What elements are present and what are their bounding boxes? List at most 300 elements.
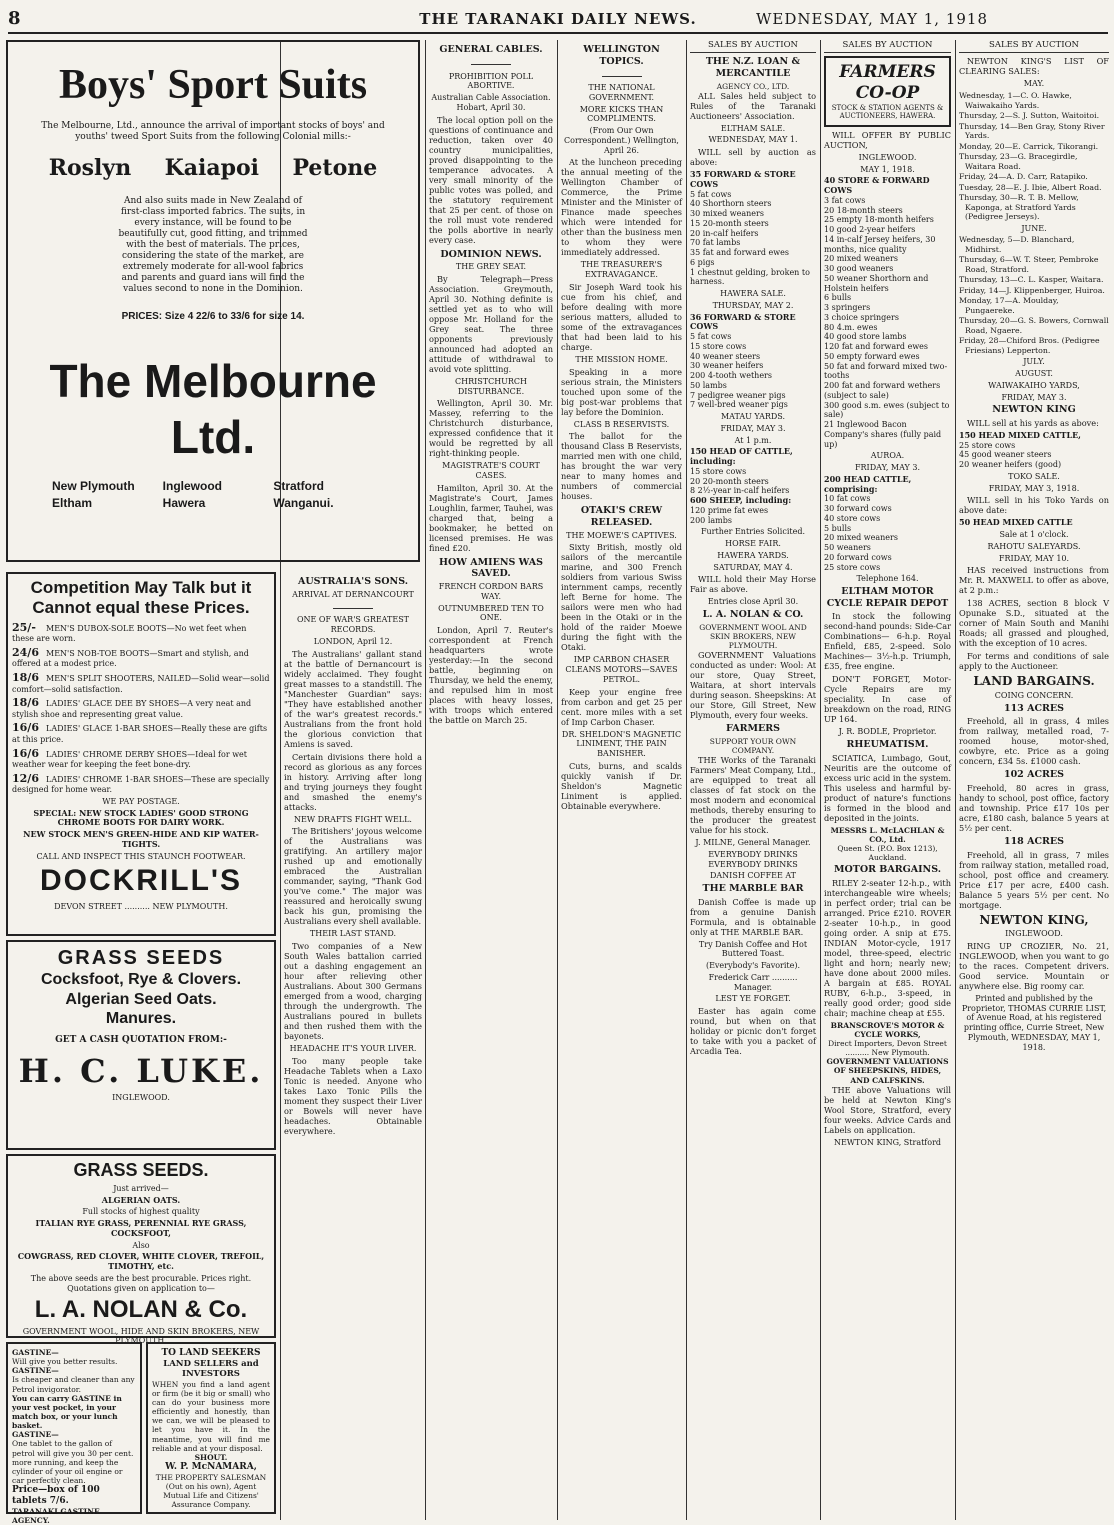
paragraph: WILL sell at his yards as above: xyxy=(967,417,1099,428)
subhead: LEST YE FORGET. xyxy=(715,994,791,1004)
acreage: 118 ACRES xyxy=(1003,835,1065,847)
sale-title: HORSE FAIR. xyxy=(725,539,781,549)
lot: 150 HEAD MIXED CATTLE, xyxy=(959,429,1081,440)
cables-column xyxy=(429,40,553,1516)
lot-item: 25 empty 18-month heifers xyxy=(824,215,934,225)
paragraph: HAS received instructions from Mr. R. MAXWELL to offer as above, at 2 p.m.: xyxy=(959,565,1109,596)
lot-item: 10 good 2-year heifers xyxy=(824,225,916,235)
wellington-column xyxy=(561,40,682,1516)
company-name: THE MARBLE BAR xyxy=(702,883,804,895)
subhead: DR. SHELDON'S MAGNETIC LINIMENT, THE PAIN BANISHER. xyxy=(561,729,682,759)
dockrill-address: DEVON STREET .......... NEW PLYMOUTH. xyxy=(54,901,228,911)
lot-item: 30 weaner heifers xyxy=(690,361,764,371)
paragraph: The local option poll on the questions of continuance and reduction, taken over 40 country municipalities, proved disappointing to the temperance advocates. A very small minority of the public votes was polled, and the statutory requirement that 25 per cent. of those on the roll must vote rendered the polls abortive in nearly every case. xyxy=(429,114,553,245)
paragraph: In stock the following second-hand pounds: Side-Car Combinations— 6-h.p. Royal Enfield, £85, 2-speed. Solo Machines— 3½-h.p. Triumph, £35, free engine. xyxy=(824,611,951,672)
page-number: 8 xyxy=(8,8,22,29)
company-sub: GOVERNMENT VALUATIONS OF SHEEPSKINS, HIDES, AND CALFSKINS. xyxy=(826,1057,949,1085)
subhead: THE GREY SEAT. xyxy=(455,262,527,272)
month: MAY. xyxy=(1023,79,1045,89)
subhead: CLASS B RESERVISTS. xyxy=(573,419,670,429)
acreage: 113 ACRES xyxy=(1003,702,1065,714)
sale-row: Thursday, 2—S. J. Sutton, Waitoitoi. xyxy=(959,111,1100,121)
luke-town: INGLEWOOD. xyxy=(112,1092,170,1102)
lot-item: 80 4.m. ewes xyxy=(824,322,878,332)
lot-item: 30 good weaners xyxy=(824,264,894,274)
paragraph: THE above Valuations will be held at Newton King's Wool Store, Stratford, every four weeks. Advice Cards and Labels on application. xyxy=(824,1084,951,1135)
sale-date: FRIDAY, MAY 3. xyxy=(720,423,786,433)
town: New Plymouth xyxy=(52,479,135,494)
lot: 600 SHEEP, including: xyxy=(690,495,792,506)
ls-name: W. P. McNAMARA, xyxy=(165,1461,257,1472)
paragraph: The Britishers' joyous welcome of the Australians was gratifying. An artillery major rushed up and emotionally embraced the Australian commander, saying, "Thank God you've come." The major was reassured and heroically swung back his gun, promising the Australians every shell available. xyxy=(284,826,422,927)
note: Sale at 1 o'clock. xyxy=(999,530,1069,540)
lot-item: 7 pedigree weaner pigs xyxy=(690,390,786,400)
sale-row: Thursday, 14—Ben Gray, Stony River Yards. xyxy=(959,121,1105,141)
dockrill-ad xyxy=(6,572,276,936)
sale-row: Thursday, 6—W. T. Steer, Pembroke Road, Stratford. xyxy=(959,255,1099,274)
paragraph: NEWTON KING'S LIST OF CLEARING SALES: xyxy=(959,56,1109,77)
ad-line: Try Danish Coffee and Hot Buttered Toast. xyxy=(698,939,808,959)
sale-title: INGLEWOOD. xyxy=(858,152,917,162)
town: Hawera xyxy=(162,495,206,510)
gastine-agency: TARANAKI GASTINE AGENCY. xyxy=(12,1507,100,1525)
company-sub: SUPPORT YOUR OWN COMPANY. xyxy=(709,736,797,755)
signature: NEWTON KING, Stratford xyxy=(833,1137,942,1147)
company-sub: GOVERNMENT WOOL AND SKIN BROKERS, NEW PLYMOUTH. xyxy=(699,622,807,651)
dateline: LONDON, April 12. xyxy=(313,636,393,646)
price-item: 25/- MEN'S DUBOX-SOLE BOOTS—No wet feet when these are worn. xyxy=(12,620,247,644)
nolan-line: Full stocks of highest quality xyxy=(82,1207,200,1217)
town: INGLEWOOD. xyxy=(1005,929,1063,939)
article-headline: AUSTRALIA'S SONS. xyxy=(297,576,409,587)
dateline: Australian Cable Association. Hobart, April 30. xyxy=(431,93,551,112)
imprint: Printed and published by the Proprietor, THOMAS CURRIE LIST, of Avenue Road, at his registered printing office, Currie Street, New Plymouth, WEDNESDAY, MAY 1, 1918. xyxy=(961,993,1107,1052)
company-name: FARMERS xyxy=(726,723,780,735)
nolan-line: COWGRASS, RED CLOVER, WHITE CLOVER, TREFOIL, TIMOTHY, etc. xyxy=(17,1251,265,1272)
column-rule xyxy=(686,40,687,1520)
nolan-line: Just arrived— xyxy=(113,1183,169,1193)
sale-title: ELTHAM SALE. xyxy=(720,123,786,133)
company-name: MOTOR BARGAINS. xyxy=(833,864,942,876)
bottom-ads-row xyxy=(6,1342,276,1525)
nolan-line: ALGERIAN OATS. xyxy=(101,1194,181,1205)
subhead: NEW DRAFTS FIGHT WELL. xyxy=(294,814,412,824)
luke-name: H. C. LUKE. xyxy=(18,1051,264,1090)
company-name: NEWTON KING, xyxy=(979,912,1089,927)
sale-row: Wednesday, 5—D. Blanchard, Midhirst. xyxy=(959,235,1075,254)
subhead: HEADACHE IT'S YOUR LIVER. xyxy=(289,1044,417,1054)
nolan-line: Also xyxy=(132,1240,150,1250)
ls-extra: (Out on his own), Agent Mutual Life and Citizens' Assurance Company. xyxy=(163,1482,259,1510)
nolan-line: ITALIAN RYE GRASS, PERENNIAL RYE GRASS, COCKSFOOT, xyxy=(35,1218,247,1238)
sale-date: FRIDAY, MAY 3. xyxy=(1001,392,1067,402)
signature: J. MILNE, General Manager. xyxy=(695,838,811,848)
lot-item: 200 fat and forward wethers (subject to sale) xyxy=(824,381,941,400)
ls-shout: SHOUT. xyxy=(194,1452,228,1462)
masthead xyxy=(8,6,1108,34)
subhead: THE NATIONAL GOVERNMENT. xyxy=(588,83,655,102)
price-item: 24/6 MEN'S NOB-TOE BOOTS—Smart and stylish, and offered at a modest price. xyxy=(12,645,249,669)
auction-column-1 xyxy=(690,40,816,1516)
nolan-name: L. A. NOLAN & Co. xyxy=(34,1296,248,1324)
sale-title: HAWERA SALE. xyxy=(720,289,786,299)
subhead: THE TREASURER'S EXTRAVAGANCE. xyxy=(580,260,663,280)
town: Eltham xyxy=(52,495,93,510)
lot-item: 15 20-month steers xyxy=(690,218,769,228)
lot-item: 50 weaner Shorthorn and Holstein heifers xyxy=(824,273,929,293)
sale-row: Monday, 17—A. Moulday, Pungaereke. xyxy=(959,296,1059,315)
sale-row: Monday, 20—E. Carrick, Tikorangi. xyxy=(959,141,1099,151)
lot-item: 40 good store lambs xyxy=(824,332,907,342)
lot-item: 6 pigs xyxy=(690,257,715,267)
lot-item: 20 mixed weaners xyxy=(824,533,898,543)
sale-row: Friday, 14—J. Klippenberger, Huiroa. xyxy=(959,285,1105,295)
paragraph: THE Works of the Taranaki Farmers' Meat Company, Ltd., are equipped to treat all classes of fat stock on the most modern and economical methods, thereby ensuring to the producer the greatest value for his stock. xyxy=(690,755,816,836)
lot-item: 50 weaners xyxy=(824,543,871,553)
paragraph: For terms and conditions of sale apply to the Auctioneer. xyxy=(959,651,1109,672)
call: CALL AND INSPECT THIS STAUNCH FOOTWEAR. xyxy=(36,851,246,861)
special2: NEW STOCK MEN'S GREEN-HIDE AND KIP WATER-TIGHTS. xyxy=(23,829,259,849)
month: AUGUST. xyxy=(1015,369,1053,379)
lot: 36 FORWARD & STORE COWS xyxy=(690,311,796,332)
paragraph: Keep your engine free from carbon and get 25 per cent. more miles with a set of Imp Carbon Chaser. xyxy=(561,686,682,727)
subhead: COING CONCERN. xyxy=(994,691,1074,701)
paragraph: WILL OFFER BY PUBLIC AUCTION, xyxy=(824,129,951,150)
lot-item: 25 store cows xyxy=(824,562,881,572)
lot-item: 6 bulls xyxy=(824,293,852,303)
lot-item: 21 Inglewood Bacon Company's shares (fully paid up) xyxy=(824,420,942,449)
sale-row: Thursday, 13—C. L. Kasper, Waitara. xyxy=(959,275,1104,285)
paragraph: Certain divisions there hold a record as glorious as any forces in history. Arriving after long and trying journeys they fought and smashed the enemy's attacks. xyxy=(284,751,422,812)
town: Wanganui. xyxy=(273,495,334,510)
paragraph: Cuts, burns, and scalds quickly vanish if Dr. Sheldon's Magnetic Liniment is applied. Obtainable everywhere. xyxy=(561,760,682,811)
boys-headline: Boys' Sport Suits xyxy=(58,62,368,108)
article-headline: OTAKI'S CREW RELEASED. xyxy=(580,505,663,528)
lot-item: 5 fat cows xyxy=(690,189,732,199)
lot: 40 STORE & FORWARD COWS xyxy=(824,175,930,196)
price-item: 16/6 LADIES' CHROME DERBY SHOES—Ideal for wet weather wear for keeping the feet bone-dry. xyxy=(12,746,247,769)
left-ads-column xyxy=(6,572,276,1525)
boys-body: And also suits made in New Zealand of first-class imported fabrics. The suits, in every instance, will be found to be beautifully cut, good fitting, and trimmed with the best of materials. The prices, considering the state of the market, are extremely moderate for all-wool fabrics and parents and guard ians will find the values second to none in the Dominion. xyxy=(118,196,308,294)
lot-item: 20 forward cows xyxy=(824,552,892,562)
lot-item: 20 weaner heifers (good) xyxy=(959,460,1062,470)
paragraph: Sixty British, mostly old sailors of the mercantile marine, and 300 French soldiers from various Swiss internment camps, recently left Berne for home. The sailors were men who had been in the Otaki or in the hold of the raider Moewe during the fight with the Otaki. xyxy=(561,542,682,653)
landseekers-ad xyxy=(146,1342,276,1514)
luke-line2: Algerian Seed Oats. xyxy=(65,990,217,1008)
issue-date: WEDNESDAY, MAY 1, 1918 xyxy=(755,10,988,28)
sale-row: Thursday, 20—G. S. Bowers, Cornwall Road, Ngaere. xyxy=(959,316,1109,335)
lot-item: 30 mixed weaners xyxy=(690,209,764,219)
subhead: THE MISSION HOME. xyxy=(575,354,668,364)
nolan-headline: GRASS SEEDS. xyxy=(73,1160,209,1180)
lot-item: 3 choice springers xyxy=(824,312,899,322)
lot-item: 1 chestnut gelding, broken to harness. xyxy=(690,267,810,287)
paragraph: SCIATICA, Lumbago, Gout, Neuritis are the outcome of excess uric acid in the system. This useless and harmful by-product of nature's functions is formed in the blood and deposited in the joints. xyxy=(824,752,951,823)
sale-title: WAIWAKAIHO YARDS, xyxy=(988,380,1080,390)
subhead: ARRIVAL AT DERNANCOURT xyxy=(292,589,414,599)
lot-item: 20 in-calf heifers xyxy=(690,228,759,238)
lot-item: 50 fat and forward mixed two-tooths xyxy=(824,361,948,381)
sale-row: Thursday, 23—G. Bracegirdle, Waitara Road. xyxy=(959,152,1078,171)
lot-item: 8 2½-year in-calf heifers xyxy=(690,486,790,496)
company-name: L. A. NOLAN & CO. xyxy=(702,609,804,621)
sale-title: MATAU YARDS. xyxy=(720,412,786,422)
lot-item: 50 lambs xyxy=(690,380,727,390)
subhead: MAGISTRATE'S COURT CASES. xyxy=(442,461,540,481)
sale-row: Thursday, 30—R. T. B. Mellow, Kaponga, at Stratford Yards (Pedigree Jerseys). xyxy=(959,193,1079,222)
paragraph: Too many people take Headache Tablets when a Laxo Tonic is needed. Anyone who takes Laxo Tonic Pills the moment they suspect their Liver or Bowels will never have headaches. Obtainable everywhere. xyxy=(284,1055,422,1136)
boys-prices: PRICES: Size 4 22/6 to 33/6 for size 14. xyxy=(121,310,305,322)
lot-item: 120 prime fat ewes xyxy=(690,505,769,515)
month: JULY. xyxy=(1023,357,1045,367)
subhead: PROHIBITION POLL ABORTIVE. xyxy=(448,71,534,91)
paragraph: Speaking in a more serious strain, the Ministers touched upon some of the big post-war problems that lay before the Dominion. xyxy=(561,366,682,417)
lot-item: 20 18-month steers xyxy=(824,205,903,215)
lot-item: 20 mixed weaners xyxy=(824,254,898,264)
subhead: CHRISTCHURCH DISTURBANCE. xyxy=(454,376,528,396)
company-sub: MESSRS L. McLACHLAN & CO., Ltd. xyxy=(830,825,945,844)
paragraph: At the luncheon preceding the annual meeting of the Wellington Chamber of Commerce, the Prime Minister and the Minister of Finance made speeches which were intended for other than the business men to whom they were immediately addressed. xyxy=(561,157,682,258)
nolan-line: The above seeds are the best procurable. Prices right. Quotations given on application to— xyxy=(30,1273,252,1293)
subhead: OUTNUMBERED TEN TO ONE. xyxy=(438,603,544,623)
note: Further Entries Solicited. xyxy=(700,527,806,537)
article-headline: DOMINION NEWS. xyxy=(440,248,542,260)
nolan-ad xyxy=(6,1154,276,1346)
paragraph: The Australians' gallant stand at the battle of Dernancourt is widely acclaimed. They fought great masses to a standstill. The "Manchester Guardian" says: "They have established another of the war's greatest records." Australians from the front hold the glorious conviction that Amiens is saved. xyxy=(284,648,422,749)
section-header: SALES BY AUCTION xyxy=(824,40,951,53)
town: Stratford xyxy=(273,479,324,494)
paragraph: RILEY 2-seater 12-h.p., with interchangeable wire wheels; in perfect order; trial can be arranged. Price £210. ROVER 2-seater 10-h.p., in good going order. A snip at £75. INDIAN Motor-cycle, 1917 model, three-speed, electric light and horn; nearly new; have done about 2000 miles. A bargain at £85. ROYAL RUBY, 6-h.p., 3-speed, in really good order; good side chair; machine cheap at £55. xyxy=(824,877,951,1018)
nolan-sub: GOVERNMENT WOOL, HIDE AND SKIN BROKERS, NEW PLYMOUTH. xyxy=(22,1326,260,1346)
paragraph: Sir Joseph Ward took his cue from his chief, and before dealing with more serious matters, alluded to some of the extravagances that had been laid to his charge. xyxy=(561,281,682,352)
town: Inglewood xyxy=(162,479,222,494)
auction-column-3 xyxy=(959,40,1109,1516)
lot-item: 40 store cows xyxy=(824,513,881,523)
lot: 35 FORWARD & STORE COWS xyxy=(690,169,796,189)
gastine-line: One tablet to the gallon of petrol will give you 30 per cent. more running, and keep the cylinder of your oil engine or car perfectly clean. xyxy=(12,1439,134,1485)
newspaper-title: THE TARANAKI DAILY NEWS. xyxy=(419,10,697,28)
sale-row: Friday, 24—A. D. Carr, Ratapiko. xyxy=(959,172,1088,182)
luke-quote: GET A CASH QUOTATION FROM:- xyxy=(55,1034,227,1045)
lot: 150 HEAD OF CATTLE, including: xyxy=(690,446,793,467)
section-header: SALES BY AUCTION xyxy=(959,40,1109,53)
gastine-line: Will give you better results. xyxy=(12,1357,118,1367)
paragraph: The ballot for the thousand Class B Reservists, married men with one child, has brought the war very near to many homes and numbers of commercial houses. xyxy=(561,431,682,502)
mills xyxy=(32,155,394,182)
lot-item: 70 fat lambs xyxy=(690,238,741,248)
lot-item: 3 fat cows xyxy=(824,195,866,205)
paragraph: ALL Sales held subject to Rules of the Taranaki Auctioneers' Association. xyxy=(690,90,816,121)
subhead: MORE KICKS THAN COMPLIMENTS. xyxy=(579,104,664,124)
melbourne-ad xyxy=(6,40,420,568)
lot-item: 15 store cows xyxy=(690,466,747,476)
paragraph: WILL sell by auction as above: xyxy=(690,147,816,168)
sale-row: Friday, 28—Chiford Bros. (Pedigree Friesians) Lepperton. xyxy=(959,336,1100,355)
acreage: 102 ACRES xyxy=(1003,769,1065,781)
lot-item: 20 20-month steers xyxy=(690,476,769,486)
sale-date: FRIDAY, MAY 10. xyxy=(998,553,1070,563)
paragraph: Two companies of a New South Wales battalion carried out a dashing engagement an hour after relieving other Australians. About 300 Germans emerged from a wood, charging through the undergrowth. The Australians poured in bullets and then rushed them with the bayonets. xyxy=(284,941,422,1042)
lot-item: 40 weaner steers xyxy=(690,351,761,361)
luke-headline: GRASS SEEDS xyxy=(57,947,225,969)
sale-title: HAWERA YARDS. xyxy=(717,550,789,560)
column-rule xyxy=(557,40,558,1520)
company-name: THE N.Z. LOAN & MERCANTILE xyxy=(705,56,801,79)
sale-title: RAHOTU SALEYARDS. xyxy=(987,541,1081,551)
sale-date: SATURDAY, MAY 4. xyxy=(713,562,793,572)
company-sub: BRANSCROVE'S MOTOR & CYCLE WORKS, xyxy=(830,1020,945,1039)
column-rule xyxy=(820,40,821,1520)
gastine-line: GASTINE— xyxy=(12,1348,59,1357)
farmers-coop-logo xyxy=(824,56,951,127)
paragraph: Hamilton, April 30. At the Magistrate's Court, James Loughlin, farmer, Tauhei, was charged that, being a bookmaker, he betted on licensed premises. He was fined £20. xyxy=(429,482,553,553)
mill: Kaiapoi xyxy=(164,155,260,182)
price-item: 18/6 LADIES' GLACE DEE BY SHOES—A very neat and stylish shoe and representing great value. xyxy=(12,696,252,719)
subhead: FRENCH CORDON BARS WAY. xyxy=(438,582,544,601)
logo-sub: STOCK & STATION AGENTS & AUCTIONEERS, HAWERA. xyxy=(831,103,944,121)
dockrill-headline: Competition May Talk but it Cannot equal these Prices. xyxy=(30,578,252,618)
company-name: LAND BARGAINS. xyxy=(973,674,1095,689)
lot-item: 45 good weaner steers xyxy=(959,450,1052,460)
divider xyxy=(284,602,422,612)
signature: J. R. BODLE, Proprietor. xyxy=(838,727,937,737)
divider xyxy=(429,59,553,69)
lot-item: 7 well-bred weaner pigs xyxy=(690,400,788,410)
company-sub: Queen St. (P.O. Box 1213), Auckland. xyxy=(837,843,938,863)
paragraph: WILL hold their May Horse Fair as above. xyxy=(690,574,816,595)
luke-line1: Cocksfoot, Rye & Clovers. xyxy=(40,971,242,989)
gastine-line: GASTINE— xyxy=(12,1366,59,1376)
lot-item: 3 springers xyxy=(824,303,871,313)
paragraph: RING UP CROZIER, No. 21, INGLEWOOD, when you want to go to the races. Competent drivers. Good service. Mountain or anywhere else. Big roomy car. xyxy=(959,940,1109,991)
company-sub: AGENCY CO., LTD. xyxy=(716,81,790,91)
lot-item: 35 fat and forward ewes xyxy=(690,248,789,258)
ad-line: EVERYBODY DRINKS EVERYBODY DRINKS xyxy=(708,849,798,869)
price-list xyxy=(12,621,270,795)
ls-title2: THE PROPERTY SALESMAN xyxy=(155,1472,267,1482)
ad-line: Frederick Carr .......... Manager. xyxy=(708,972,798,992)
lot: 50 HEAD MIXED CATTLE xyxy=(959,517,1073,528)
ad-line: DANISH COFFEE AT xyxy=(709,871,797,881)
luke-ad xyxy=(6,940,276,1150)
column-rule xyxy=(955,40,956,1520)
month: JUNE. xyxy=(1021,223,1047,233)
sale-row: Tuesday, 28—E. J. Ibie, Albert Road. xyxy=(959,182,1102,192)
logo-text: FARMERS CO-OP xyxy=(839,62,936,104)
subhead: THEIR LAST STAND. xyxy=(309,929,397,939)
lot-item: 120 fat and forward ewes xyxy=(824,342,929,352)
dateline: (From Our Own Correspondent.) Wellington, April 26. xyxy=(564,126,679,155)
mill: Petone xyxy=(292,155,378,182)
gastine-price: Price—box of 100 tablets 7/6. xyxy=(12,1485,100,1507)
lot-item: 200 4-tooth wethers xyxy=(690,371,772,381)
note: Entries close April 30. xyxy=(707,597,799,607)
sale-title: TOKO SALE. xyxy=(1008,471,1060,481)
store-towns xyxy=(12,479,414,510)
paragraph: Easter has again come round, but when on that holiday or picnic don't forget to take with you a packet of Arcadia Tea. xyxy=(690,1006,816,1057)
ls-sub: LAND SELLERS and INVESTORS xyxy=(163,1358,259,1380)
luke-line3: Manures. xyxy=(105,1010,177,1028)
boys-suits-box xyxy=(6,40,420,562)
section-header: SALES BY AUCTION xyxy=(690,40,816,53)
divider xyxy=(561,70,682,80)
paragraph: GOVERNMENT Valuations conducted as under: Wool: At our store, Quay Street, Waitara, at short intervals during season. Sheepskins: At our Store, Gill Street, New Plymouth, every four weeks. xyxy=(690,650,816,721)
sale-date: FRIDAY, MAY 3, 1918. xyxy=(988,483,1080,493)
telephone: Telephone 164. xyxy=(856,574,919,584)
subhead: ONE OF WAR'S GREATEST RECORDS. xyxy=(296,615,410,635)
special: SPECIAL: NEW STOCK LADIES' GOOD STRONG CHROME BOOTS FOR DAIRY WORK. xyxy=(33,807,249,828)
company-sub: Direct Importers, Devon Street .......... New Plymouth. xyxy=(828,1039,947,1058)
lot-item: 50 empty forward ewes xyxy=(824,351,920,361)
paragraph: Danish Coffee is made up from a genuine Danish Formula, and is obtainable only at THE MARBLE BAR. xyxy=(690,896,816,937)
column-rule xyxy=(425,40,426,1520)
ad-line: (Everybody's Favorite). xyxy=(705,961,801,971)
lot-item: 40 Shorthorn steers xyxy=(690,199,772,209)
price-item: 18/6 MEN'S SPLIT SHOOTERS, NAILED—Solid wear—solid comfort—solid satisfaction. xyxy=(12,671,270,694)
australia-column xyxy=(284,572,422,1520)
paragraph: London, April 7. Reuter's correspondent at French headquarters wrote yesterday:—In the second battle, beginning on Thursday, we held the enemy, and repulsed him in most places with heavy losses, with troops which entered the battle on March 25. xyxy=(429,625,553,726)
paragraph: Freehold, all in grass, 4 miles from railway, metalled road, 7-roomed house, motor-shed, cowbyre, etc. Price as a going concern, £34 5s. £1000 cash. xyxy=(959,716,1109,767)
lot: 200 HEAD CATTLE, comprising: xyxy=(824,473,912,494)
lot-item: 5 fat cows xyxy=(690,332,732,342)
gastine-ad xyxy=(6,1342,142,1525)
dockrill-name: DOCKRILL'S xyxy=(39,864,243,898)
subhead: THE MOEWE'S CAPTIVES. xyxy=(566,530,677,540)
company-name: NEWTON KING xyxy=(992,404,1076,416)
lot-item: 5 bulls xyxy=(824,523,852,533)
paragraph: Freehold, all in grass, 7 miles from railway station, metalled road, school, post office and creamery. Price £17 per acre, £400 cash. Balance 5 years 5½ per cent. No mortgage. xyxy=(959,849,1109,910)
lot-item: 300 good s.m. ewes (subject to sale) xyxy=(824,400,950,420)
sale-date: FRIDAY, MAY 3. xyxy=(854,463,921,473)
company-name: RHEUMATISM. xyxy=(846,739,929,751)
lot-item: 200 lambs xyxy=(690,515,732,525)
lot-item: 14 in-calf Jersey heifers, 30 months, nice quality xyxy=(824,234,936,254)
gastine-line: You can carry GASTINE in your vest pocket, in your match box, or your lunch basket. xyxy=(12,1393,122,1431)
mill: Roslyn xyxy=(48,155,132,182)
sale-time: At 1 p.m. xyxy=(734,435,772,445)
sale-date: MAY 1, 1918. xyxy=(860,164,915,174)
postage: WE PAY POSTAGE. xyxy=(102,796,180,806)
auction-column-2 xyxy=(824,40,951,1516)
paragraph: Wellington, April 30. Mr. Massey, referring to the Christchurch disturbance, expressed confidence that it would be regretted by all right-thinking people. xyxy=(429,398,553,459)
boys-intro: The Melbourne, Ltd., announce the arrival of important stocks of boys' and youths' tweed Sport Suits from the following Colonial mills:- xyxy=(41,121,385,143)
price-item: 16/6 LADIES' GLACE 1-BAR SHOES—Really these are gifts at this price. xyxy=(12,721,268,744)
store-name: The Melbourne Ltd. xyxy=(49,354,377,464)
lot-item: 25 store cows xyxy=(959,440,1016,450)
sale-title: AUROA. xyxy=(870,451,905,461)
article-headline: HOW AMIENS WAS SAVED. xyxy=(439,556,543,580)
article-headline: WELLINGTON TOPICS. xyxy=(583,44,660,67)
ls-title: TO LAND SEEKERS xyxy=(161,1348,261,1358)
paragraph: DON'T FORGET, Motor-Cycle Repairs are my speciality. In case of breakdown on the road, RING UP 164. xyxy=(824,674,951,725)
paragraph: Freehold, 80 acres in grass, handy to school, post office, factory and township. Price £17 10s per acre, £180 cash, balance 5 years at 5½ per cent. xyxy=(959,782,1109,833)
lot-item: 10 fat cows xyxy=(824,494,871,504)
price-item: 12/6 LADIES' CHROME 1-BAR SHOES—These are specially designed for home wear. xyxy=(12,771,270,795)
gastine-line: GASTINE— xyxy=(12,1430,59,1440)
subhead: IMP CARBON CHASER CLEANS MOTORS—SAVES PETROL. xyxy=(565,655,678,684)
gastine-line: Is cheaper and cleaner than any Petrol invigorator. xyxy=(12,1375,135,1394)
company-name: ELTHAM MOTOR CYCLE REPAIR DEPOT xyxy=(826,586,949,609)
article-headline: GENERAL CABLES. xyxy=(439,44,543,55)
sale-date: WEDNESDAY, MAY 1. xyxy=(708,135,798,145)
ls-body: WHEN you find a land agent or firm (be it big or small) who can do your business more efficiently and honestly, than we can, we will be pleased to let you have it. In the meantime, you will find me reliable and at your disposal. xyxy=(152,1379,270,1453)
lot-item: 30 forward cows xyxy=(824,504,892,514)
sale-row: Wednesday, 1—C. O. Hawke, Waiwakaiho Yards. xyxy=(959,91,1072,110)
lot-item: 15 store cows xyxy=(690,341,747,351)
paragraph: By Telegraph—Press Association. Greymouth, April 30. Nothing definite is settled yet as to who will oppose Mr. Holland for the Grey seat. The three opponents previously announced had adopted an attitude of withdrawal to avoid vote splitting. xyxy=(429,273,553,374)
paragraph: WILL sell in his Toko Yards on above date: xyxy=(959,495,1109,516)
paragraph: 138 ACRES, section 8 block V Opunake S.D., situated at the corner of Main South and Manihi Roads; all grassed and ploughed, with the exception of 10 acres. xyxy=(959,598,1109,649)
